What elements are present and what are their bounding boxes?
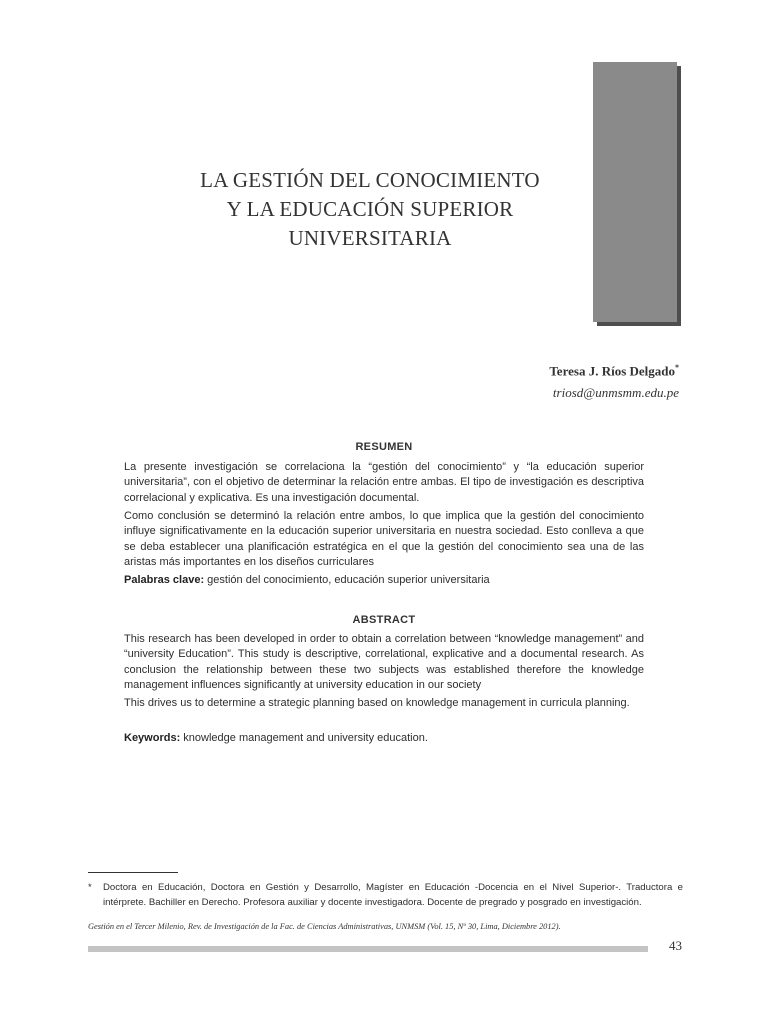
abstract-heading: ABSTRACT (352, 614, 416, 626)
footer-bar (88, 946, 648, 952)
abstract-keywords-label: Keywords: (124, 732, 181, 744)
footnote-divider (88, 872, 178, 873)
author-name: Teresa J. Ríos Delgado* (549, 363, 679, 379)
resumen-keywords-label: Palabras clave: (124, 574, 205, 586)
article-title (150, 166, 590, 253)
author-block (549, 358, 679, 403)
title-line-3: UNIVERSITARIA (288, 226, 452, 250)
resumen-keywords (124, 573, 644, 588)
author-footnote (88, 880, 683, 910)
abstract-keywords-text: knowledge management and university education. (180, 732, 428, 744)
author-footnote-mark: * (675, 363, 679, 372)
title-line-1: LA GESTIÓN DEL CONOCIMIENTO (200, 168, 540, 192)
author-email[interactable]: triosd@unmsmm.edu.pe (552, 385, 679, 401)
abstract-keywords (124, 731, 644, 746)
page-number: 43 (669, 938, 682, 953)
title-line-2: Y LA EDUCACIÓN SUPERIOR (226, 197, 514, 221)
footnote-text: Doctora en Educación, Doctora en Gestión y Desarrollo, Magíster en Educación -Docencia en el Nivel Superior-. Traductora e intérprete. Bachiller en Derecho. Profesora auxiliar y docente investigadora. Docente de pregrado y posgrado en investigación. (103, 882, 683, 908)
abstract-paragraph-1: This research has been developed in order to obtain a correlation between “knowledge management” and “university Education”. This study is descriptive, correlational, explicative and a documental research. As conclusion the relationship between these two subjects was established therefore the knowledge management influences significantly at university education in our society (124, 633, 644, 692)
resumen-keywords-text: gestión del conocimiento, educación superior universitaria (204, 574, 490, 586)
decorative-gray-block (593, 62, 677, 322)
resumen-heading: RESUMEN (355, 441, 413, 453)
journal-citation: Gestión en el Tercer Milenio, Rev. de Investigación de la Fac. de Ciencias Administrativas, UNMSM (Vol. 15, Nº 30, Lima, Diciembre 2012). (88, 922, 561, 931)
abstract-paragraph-2: This drives us to determine a strategic planning based on knowledge management in curricula planning. (124, 697, 630, 709)
resumen-paragraph-2: Como conclusión se determinó la relación entre ambos, lo que implica que la gestión del conocimiento influye significativamente en la educación superior universitaria en nuestra sociedad. Esto conlleva a que se deba establecer una planificación estratégica en el que la gestión del conocimiento sea una de las aristas más importantes en los diseños curriculares (124, 510, 644, 569)
footnote-mark: * (88, 882, 92, 893)
resumen-paragraph-1: La presente investigación se correlaciona la “gestión del conocimiento” y “la educación superior universitaria”, con el objetivo de determinar la relación entre ambas. El tipo de investigación es descriptiva correlacional y explicativa. Es una investigación documental. (124, 461, 644, 504)
